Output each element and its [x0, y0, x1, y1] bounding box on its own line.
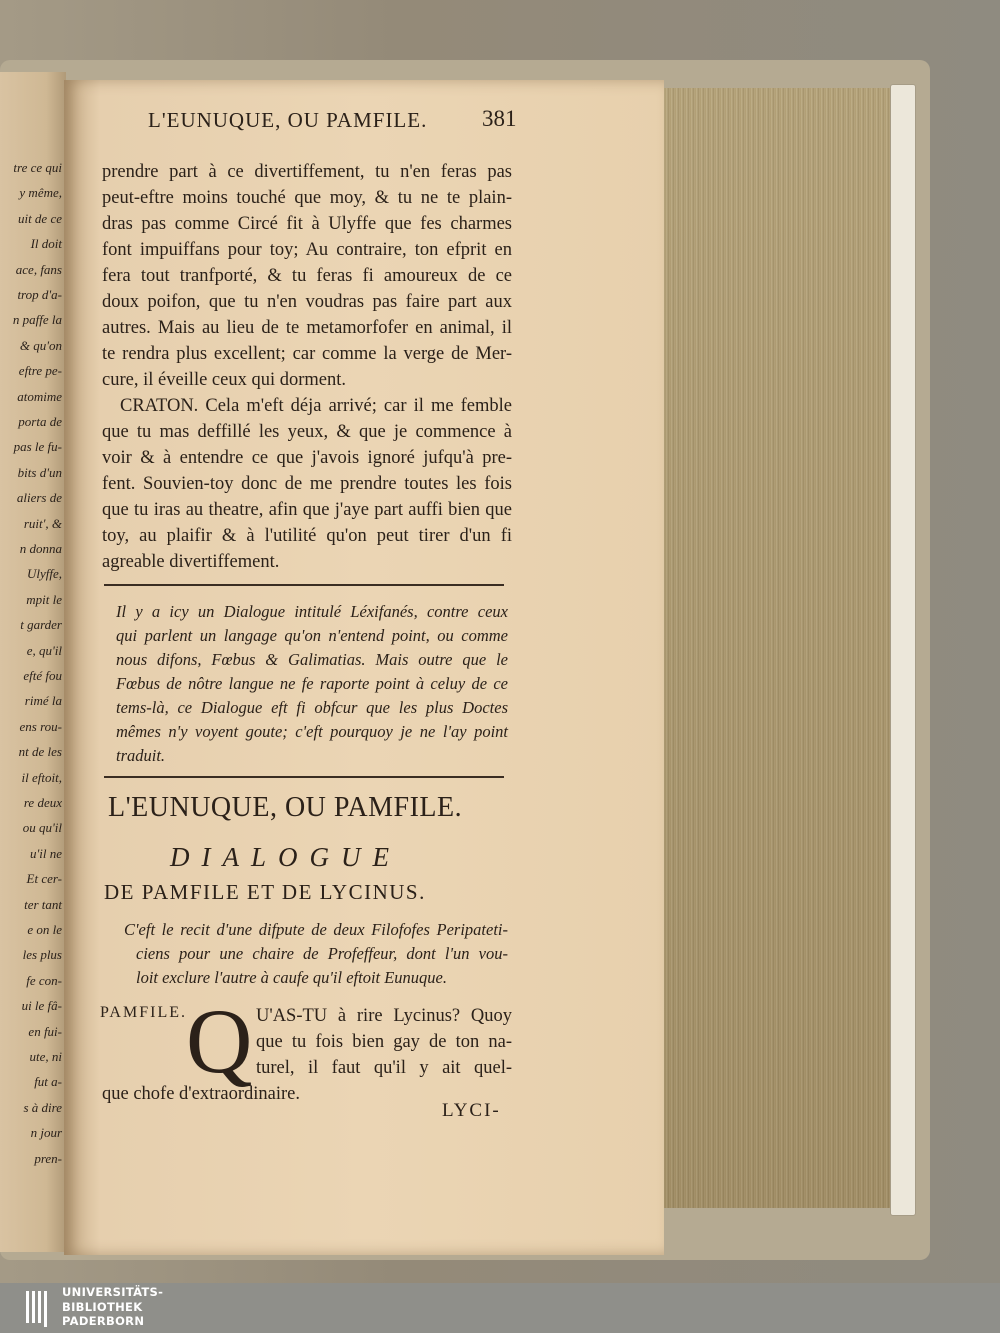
left-page-fragment: n jour — [30, 1125, 62, 1141]
left-page-fragment: trop d'a- — [17, 287, 62, 302]
note-line: Fœbus de nôtre langue ne fe raporte point à celuy de ce — [116, 674, 508, 693]
left-page-fragment: fe con- — [26, 972, 62, 988]
left-page-fragment: rimé la — [24, 693, 62, 709]
left-page-fragment: mpit le — [26, 591, 62, 607]
left-page-fragment: il eftoit, — [21, 769, 62, 785]
left-page-fragment: en fui- — [28, 1023, 62, 1039]
left-page-fragment: les plus — [22, 947, 62, 963]
left-page-fragment: Et cer- — [26, 871, 62, 887]
body-line: te rendra plus excellent; car comme la verge de Mer- — [102, 344, 512, 364]
body-line: voir & à entendre ce que j'avois ignoré jufqu'à pre- — [102, 448, 512, 468]
left-page-fragment: ace, fans — [15, 261, 62, 277]
left-page-fragment: e on le — [27, 922, 62, 937]
note-line: nous difons, Fœbus & Galimatias. Mais outre que le — [116, 650, 508, 669]
section-title: L'EUNUQUE, OU PAMFILE. — [108, 792, 463, 823]
left-page-fragment: ens rou- — [19, 718, 62, 734]
body-line: doux poifon, que tu n'en voudras pas faire part aux — [102, 292, 512, 312]
body-line: toy, au plaifir & à l'utilité qu'on peut tirer d'un fi — [102, 526, 512, 546]
left-page-fragment: aliers de — [16, 490, 62, 506]
left-page-fragment: y même, — [19, 185, 62, 201]
left-page-fragment: re deux — [23, 795, 62, 810]
body-line: peut-eftre moins touché que moy, & tu ne te plain- — [102, 188, 512, 208]
page-number: 381 — [482, 106, 517, 131]
divider-rule — [104, 776, 504, 778]
left-page-fragment: tre ce qui — [13, 160, 62, 175]
body-line: prendre part à ce divertiffement, tu n'en feras pas — [102, 162, 512, 182]
body-line: autres. Mais au lieu de te metamorfofer en animal, il — [102, 318, 512, 338]
dialogue-subtitle: DE PAMFILE ET DE LYCINUS. — [104, 880, 426, 904]
drop-cap: Q — [186, 990, 253, 1092]
note-line: Il y a icy un Dialogue intitulé Léxifanés, contre ceux — [116, 602, 508, 621]
body-line: fent. Souvien-toy donc de me prendre toutes les fois — [102, 474, 512, 494]
left-page-fragment: bits d'un — [17, 464, 62, 480]
body-line: que tu iras au theatre, afin que j'aye part auffi bien que — [102, 500, 512, 520]
left-page-fragment: ruit', & — [23, 515, 62, 531]
left-page-fragment: pren- — [34, 1150, 62, 1166]
body-line: que tu mas deffillé les yeux, & que je commence à — [102, 422, 512, 442]
left-page-fragment: efté fou — [23, 668, 62, 683]
dialogue-label: DIALOGUE — [170, 842, 401, 872]
left-page-fragment: n paffe la — [12, 312, 62, 328]
left-page-fragment: ute, ni — [29, 1049, 62, 1064]
speaker-name: PAMFILE. — [100, 1004, 187, 1021]
argument-line: loit exclure l'autre à caufe qu'il eftoit Eunuque. — [136, 968, 448, 987]
left-page-fragment: s à dire — [23, 1099, 62, 1115]
library-name-line: BIBLIOTHEK — [62, 1299, 143, 1314]
dialogue-line: U'AS-TU à rire Lycinus? Quoy — [256, 1006, 512, 1026]
left-page-fragment: n donna — [19, 541, 62, 556]
left-page-fragment: atomime — [17, 388, 62, 404]
left-page-fragment: Il doit — [30, 236, 62, 252]
library-name — [62, 1285, 163, 1329]
left-page-fragment: u'il ne — [29, 845, 62, 861]
left-page-fragment: eftre pe- — [18, 363, 62, 379]
left-page-fragment: uit de ce — [17, 210, 62, 226]
left-page-fragment: fut a- — [34, 1074, 62, 1090]
library-logo-icon — [26, 1291, 54, 1327]
left-page-fragment: e, qu'il — [26, 642, 62, 658]
left-page-fragment: Ulyffe, — [26, 566, 62, 582]
argument-line: ciens pour une chaire de Profeffeur, dont l'un vou- — [136, 944, 508, 963]
note-line: traduit. — [116, 746, 166, 765]
body-line: CRATON. Cela m'eft déja arrivé; car il me femble — [120, 396, 512, 416]
body-line: font impuiffans pour toy; Au contraire, ton efprit en — [102, 240, 512, 260]
body-line: agreable divertiffement. — [102, 552, 280, 572]
dialogue-line: turel, il faut qu'il y ait quel- — [256, 1058, 512, 1078]
library-name-line: PADERBORN — [62, 1314, 145, 1328]
library-footer — [0, 1283, 1000, 1333]
left-page-fragment: ter tant — [24, 896, 62, 912]
body-line: fera tout tranfporté, & tu feras fi amoureux de ce — [102, 266, 512, 286]
note-line: mêmes n'y voyent goute; c'eft pourquoy je ne l'ay point — [116, 722, 508, 741]
body-line: dras pas comme Circé fit à Ulyffe que fes charmes — [102, 214, 512, 234]
note-line: qui parlent un langage qu'on n'entend point, ou comme — [116, 626, 508, 645]
left-page-fragment: & qu'on — [19, 337, 62, 353]
left-page-fragment: t garder — [20, 617, 62, 633]
left-page-fragment: pas le fu- — [13, 439, 62, 455]
argument-line: C'eft le recit d'une difpute de deux Filofofes Peripateti- — [124, 920, 508, 939]
left-page-fragment: nt de les — [18, 744, 62, 760]
library-name-line: UNIVERSITÄTS- — [62, 1285, 164, 1299]
left-page-fragment: ui le fâ- — [21, 998, 62, 1014]
note-line: tems-là, ce Dialogue eft fi obfcur que les plus Doctes — [116, 698, 508, 717]
page-block-shading — [655, 88, 895, 1208]
left-page-fragment: ou qu'il — [22, 820, 62, 836]
dialogue-line: que chofe d'extraordinaire. — [102, 1084, 300, 1104]
body-line: cure, il éveille ceux qui dorment. — [102, 370, 347, 390]
back-cover-edge — [890, 84, 916, 1216]
running-head: L'EUNUQUE, OU PAMFILE. — [148, 108, 428, 132]
dialogue-line: que tu fois bien gay de ton na- — [256, 1032, 512, 1052]
catchword: LYCI- — [442, 1100, 501, 1121]
left-page-fragment: porta de — [18, 414, 62, 429]
divider-rule — [104, 584, 504, 586]
